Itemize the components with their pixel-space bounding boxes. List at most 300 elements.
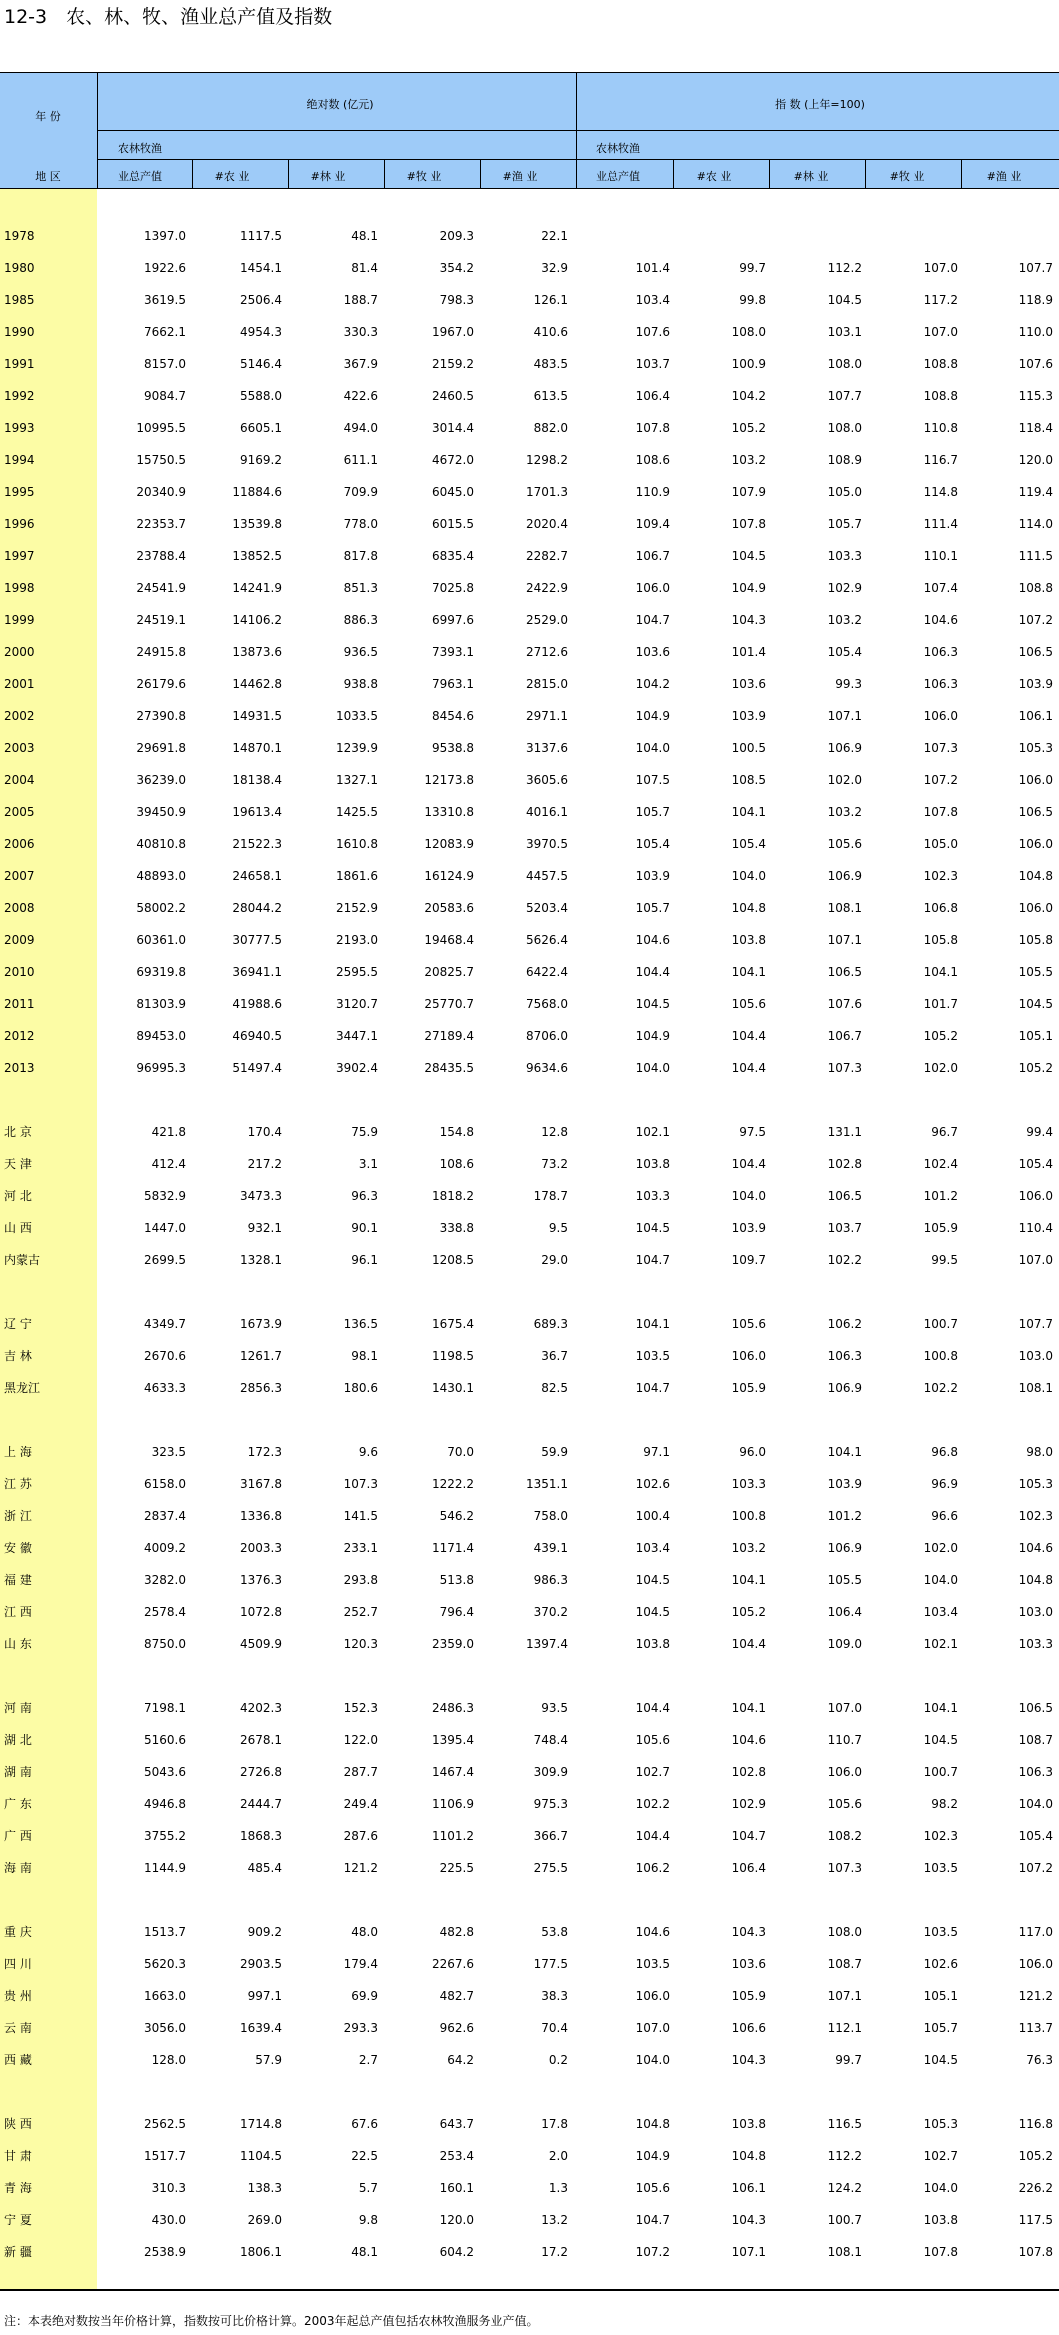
- idx-forestry-cell: 107.1: [827, 1989, 862, 2003]
- abs-agriculture-cell: 41988.6: [232, 997, 282, 1011]
- abs-agriculture-cell: 13873.6: [232, 645, 282, 659]
- idx-forestry-cell: 107.3: [827, 1061, 862, 1075]
- abs-agriculture-cell: 5146.4: [240, 357, 282, 371]
- abs-agriculture-cell: 2856.3: [240, 1381, 282, 1395]
- abs-agriculture-cell: 14870.1: [232, 741, 282, 755]
- idx-husbandry-cell: 102.3: [923, 1829, 958, 1843]
- region-label: 天 津: [4, 1157, 32, 1171]
- abs-fishery-cell: 38.3: [541, 1989, 568, 2003]
- abs-forestry-cell: 2.7: [358, 2053, 378, 2067]
- idx-agriculture-cell: 104.8: [731, 2149, 766, 2163]
- idx-total-cell: 104.7: [635, 1381, 670, 1395]
- abs-fishery-cell: 2.0: [548, 2149, 568, 2163]
- abs-fishery-cell: 1298.2: [526, 453, 568, 467]
- abs-husbandry-cell: 1467.4: [432, 1765, 474, 1779]
- abs-fishery-cell: 366.7: [533, 1829, 568, 1843]
- idx-total-cell: 108.6: [635, 453, 670, 467]
- idx-husbandry-cell: 105.7: [923, 2021, 958, 2035]
- region-label: 辽 宁: [4, 1317, 32, 1331]
- idx-agriculture-cell: 104.0: [731, 1189, 766, 1203]
- abs-agriculture-cell: 51497.4: [232, 1061, 282, 1075]
- abs-agriculture-cell: 6605.1: [240, 421, 282, 435]
- abs-agriculture-cell: 46940.5: [232, 1029, 282, 1043]
- idx-total-cell: 102.6: [635, 1477, 670, 1491]
- idx-agriculture-cell: 100.8: [731, 1509, 766, 1523]
- idx-forestry-cell: 108.9: [827, 453, 862, 467]
- abs-forestry-cell: 122.0: [343, 1733, 378, 1747]
- abs-forestry-cell: 817.8: [343, 549, 378, 563]
- idx-forestry-cell: 101.2: [827, 1509, 862, 1523]
- idx-fishery-cell: 105.4: [1018, 1157, 1053, 1171]
- abs-total-cell: 128.0: [151, 2053, 186, 2067]
- abs-agriculture-cell: 5588.0: [240, 389, 282, 403]
- abs-husbandry-cell: 12083.9: [424, 837, 474, 851]
- idx-agriculture-cell: 103.6: [731, 677, 766, 691]
- idx-fishery-cell: 103.9: [1018, 677, 1053, 691]
- year-label: 1985: [4, 293, 35, 307]
- abs-agriculture-cell: 138.3: [247, 2181, 282, 2195]
- abs-fishery-cell: 59.9: [541, 1445, 568, 1459]
- region-label: 陕 西: [4, 2117, 32, 2131]
- abs-forestry-cell: 3902.4: [336, 1061, 378, 1075]
- abs-husbandry-cell: 28435.5: [424, 1061, 474, 1075]
- abs-husbandry-cell: 6997.6: [432, 613, 474, 627]
- abs-forestry-cell: 330.3: [343, 325, 378, 339]
- idx-forestry-cell: 105.0: [827, 485, 862, 499]
- idx-forestry-cell: 107.6: [827, 997, 862, 1011]
- abs-forestry-cell: 9.8: [358, 2213, 378, 2227]
- year-label: 1996: [4, 517, 35, 531]
- idx-fishery-cell: 106.3: [1018, 1765, 1053, 1779]
- region-label: 江 西: [4, 1605, 32, 1619]
- abs-husbandry-cell: 6835.4: [432, 549, 474, 563]
- year-label: 2002: [4, 709, 35, 723]
- abs-husbandry-cell: 1818.2: [432, 1189, 474, 1203]
- abs-total-cell: 430.0: [151, 2213, 186, 2227]
- abs-agriculture-cell: 14106.2: [232, 613, 282, 627]
- abs-husbandry-cell: 482.8: [439, 1925, 474, 1939]
- abs-forestry-cell: 1239.9: [336, 741, 378, 755]
- abs-forestry-cell: 90.1: [351, 1221, 378, 1235]
- abs-forestry-cell: 2595.5: [336, 965, 378, 979]
- idx-total-cell: 107.5: [635, 773, 670, 787]
- idx-husbandry-cell: 105.0: [923, 837, 958, 851]
- idx-forestry-cell: 106.4: [827, 1605, 862, 1619]
- idx-fishery-cell: 106.5: [1018, 805, 1053, 819]
- idx-forestry-cell: 112.2: [827, 2149, 862, 2163]
- idx-total-cell: 104.0: [635, 741, 670, 755]
- abs-husbandry-cell: 1222.2: [432, 1477, 474, 1491]
- idx-agriculture-cell: 102.8: [731, 1765, 766, 1779]
- idx-forestry-cell: 108.7: [827, 1957, 862, 1971]
- idx-fishery-cell: 102.3: [1018, 1509, 1053, 1523]
- idx-agriculture-cell: 97.5: [739, 1125, 766, 1139]
- abs-agriculture-cell: 13852.5: [232, 549, 282, 563]
- abs-agriculture-cell: 485.4: [247, 1861, 282, 1875]
- idx-fishery-cell: 226.2: [1018, 2181, 1053, 2195]
- region-row: [0, 1116, 1059, 1148]
- idx-husbandry-cell: 105.8: [923, 933, 958, 947]
- idx-fishery-cell: 99.4: [1026, 1125, 1053, 1139]
- year-row: [0, 860, 1059, 892]
- abs-total-cell: 9084.7: [144, 389, 186, 403]
- abs-husbandry-cell: 8454.6: [432, 709, 474, 723]
- idx-husbandry-cell: 102.2: [923, 1381, 958, 1395]
- idx-agriculture-cell: 104.3: [731, 613, 766, 627]
- idx-total-cell: 104.1: [635, 1317, 670, 1331]
- header-divider: [961, 159, 962, 189]
- abs-total-cell: 1513.7: [144, 1925, 186, 1939]
- idx-forestry-cell: 124.2: [827, 2181, 862, 2195]
- abs-agriculture-cell: 1714.8: [240, 2117, 282, 2131]
- idx-forestry-cell: 112.1: [827, 2021, 862, 2035]
- abs-fishery-cell: 73.2: [541, 1157, 568, 1171]
- abs-agriculture-cell: 2678.1: [240, 1733, 282, 1747]
- idx-fishery-header: #渔 业: [986, 170, 1022, 183]
- idx-husbandry-cell: 100.7: [923, 1317, 958, 1331]
- abs-agriculture-cell: 4509.9: [240, 1637, 282, 1651]
- region-label: 广 东: [4, 1797, 32, 1811]
- abs-fishery-cell: 309.9: [533, 1765, 568, 1779]
- idx-agriculture-cell: 104.0: [731, 869, 766, 883]
- abs-fishery-cell: 2020.4: [526, 517, 568, 531]
- abs-fishery-cell: 178.7: [533, 1189, 568, 1203]
- abs-forestry-cell: 233.1: [343, 1541, 378, 1555]
- region-row: [0, 1788, 1059, 1820]
- idx-fishery-cell: 107.2: [1018, 613, 1053, 627]
- abs-fishery-cell: 1351.1: [526, 1477, 568, 1491]
- idx-total-cell: 104.6: [635, 933, 670, 947]
- idx-husbandry-cell: 104.1: [923, 1701, 958, 1715]
- abs-total-cell: 3619.5: [144, 293, 186, 307]
- idx-husbandry-cell: 106.8: [923, 901, 958, 915]
- region-row: [0, 1180, 1059, 1212]
- idx-total-cell: 102.7: [635, 1765, 670, 1779]
- region-label: 江 苏: [4, 1477, 32, 1491]
- abs-fishery-cell: 8706.0: [526, 1029, 568, 1043]
- idx-husbandry-header: #牧 业: [889, 170, 925, 183]
- idx-fishery-cell: 110.0: [1018, 325, 1053, 339]
- idx-fishery-cell: 108.1: [1018, 1381, 1053, 1395]
- idx-husbandry-cell: 104.5: [923, 2053, 958, 2067]
- abs-fishery-cell: 7568.0: [526, 997, 568, 1011]
- abs-total-cell: 2837.4: [144, 1509, 186, 1523]
- idx-agriculture-cell: 104.1: [731, 965, 766, 979]
- abs-husbandry-cell: 154.8: [439, 1125, 474, 1139]
- abs-fishery-cell: 6422.4: [526, 965, 568, 979]
- abs-total-cell: 15750.5: [136, 453, 186, 467]
- region-row: [0, 1596, 1059, 1628]
- idx-forestry-cell: 104.1: [827, 1445, 862, 1459]
- idx-total-cell: 105.7: [635, 901, 670, 915]
- idx-forestry-cell: 107.3: [827, 1861, 862, 1875]
- abs-husbandry-cell: 1171.4: [432, 1541, 474, 1555]
- abs-husbandry-cell: 70.0: [447, 1445, 474, 1459]
- year-label: 2010: [4, 965, 35, 979]
- year-row: [0, 988, 1059, 1020]
- idx-total-cell: 104.5: [635, 1221, 670, 1235]
- abs-husbandry-cell: 3014.4: [432, 421, 474, 435]
- idx-agriculture-cell: 102.9: [731, 1797, 766, 1811]
- year-label: 2001: [4, 677, 35, 691]
- idx-forestry-cell: 108.2: [827, 1829, 862, 1843]
- abs-forestry-cell: 1425.5: [336, 805, 378, 819]
- abs-fishery-cell: 93.5: [541, 1701, 568, 1715]
- year-row: [0, 668, 1059, 700]
- idx-total-cell: 107.0: [635, 2021, 670, 2035]
- idx-forestry-cell: 102.8: [827, 1157, 862, 1171]
- abs-fishery-cell: 275.5: [533, 1861, 568, 1875]
- idx-husbandry-cell: 107.0: [923, 325, 958, 339]
- idx-fishery-cell: 76.3: [1026, 2053, 1053, 2067]
- abs-agriculture-cell: 1376.3: [240, 1573, 282, 1587]
- year-row: [0, 604, 1059, 636]
- idx-forestry-cell: 106.9: [827, 1541, 862, 1555]
- abs-agriculture-cell: 1117.5: [240, 229, 282, 243]
- abs-forestry-cell: 249.4: [343, 1797, 378, 1811]
- region-row: [0, 1468, 1059, 1500]
- year-label: 1980: [4, 261, 35, 275]
- abs-husbandry-cell: 1395.4: [432, 1733, 474, 1747]
- abs-forestry-cell: 886.3: [343, 613, 378, 627]
- abs-fishery-cell: 2971.1: [526, 709, 568, 723]
- year-row: [0, 924, 1059, 956]
- abs-total-cell: 39450.9: [136, 805, 186, 819]
- idx-total-cell: 103.4: [635, 293, 670, 307]
- idx-forestry-cell: 107.1: [827, 933, 862, 947]
- idx-total-cell: 106.7: [635, 549, 670, 563]
- header-rule-lower: [97, 159, 1059, 160]
- abs-fishery-cell: 9.5: [548, 1221, 568, 1235]
- abs-agriculture-cell: 932.1: [247, 1221, 282, 1235]
- idx-total-cell: 107.8: [635, 421, 670, 435]
- idx-fishery-cell: 105.4: [1018, 1829, 1053, 1843]
- idx-total-cell: 110.9: [635, 485, 670, 499]
- idx-fishery-cell: 106.0: [1018, 837, 1053, 851]
- abs-agriculture-cell: 1104.5: [240, 2149, 282, 2163]
- abs-agriculture-cell: 14931.5: [232, 709, 282, 723]
- idx-forestry-cell: 107.7: [827, 389, 862, 403]
- region-label: 黑龙江: [4, 1381, 41, 1395]
- abs-agriculture-cell: 2506.4: [240, 293, 282, 307]
- region-row: [0, 1340, 1059, 1372]
- region-label: 新 疆: [4, 2245, 32, 2259]
- idx-fishery-cell: 105.8: [1018, 933, 1053, 947]
- abs-husbandry-cell: 338.8: [439, 1221, 474, 1235]
- abs-total-cell: 7198.1: [144, 1701, 186, 1715]
- year-row: [0, 412, 1059, 444]
- abs-total-cell: 5832.9: [144, 1189, 186, 1203]
- idx-agriculture-cell: 106.6: [731, 2021, 766, 2035]
- region-label: 山 东: [4, 1637, 32, 1651]
- abs-agriculture-cell: 4954.3: [240, 325, 282, 339]
- idx-fishery-cell: 118.9: [1018, 293, 1053, 307]
- abs-forestry-cell: 422.6: [343, 389, 378, 403]
- idx-fishery-cell: 107.2: [1018, 1861, 1053, 1875]
- idx-forestry-cell: 102.0: [827, 773, 862, 787]
- idx-agriculture-cell: 103.6: [731, 1957, 766, 1971]
- year-row: [0, 732, 1059, 764]
- abs-total-cell: 60361.0: [136, 933, 186, 947]
- abs-agriculture-cell: 11884.6: [232, 485, 282, 499]
- abs-fishery-cell: 1701.3: [526, 485, 568, 499]
- idx-total-cell: 106.0: [635, 581, 670, 595]
- idx-husbandry-cell: 102.3: [923, 869, 958, 883]
- abs-fishery-cell: 2815.0: [526, 677, 568, 691]
- year-row: [0, 828, 1059, 860]
- region-row: [0, 1756, 1059, 1788]
- abs-total-cell: 24541.9: [136, 581, 186, 595]
- abs-total-cell: 7662.1: [144, 325, 186, 339]
- table-note: 注：本表绝对数按当年价格计算，指数按可比价格计算。2003年起总产值包括农林牧渔服务业产值。: [4, 2314, 539, 2328]
- idx-husbandry-cell: 107.2: [923, 773, 958, 787]
- header-rule-upper: [97, 130, 1059, 131]
- idx-husbandry-cell: 104.0: [923, 1573, 958, 1587]
- idx-total-cell: 103.8: [635, 1637, 670, 1651]
- region-row: [0, 1564, 1059, 1596]
- abs-total-cell: 4633.3: [144, 1381, 186, 1395]
- abs-fishery-cell: 613.5: [533, 389, 568, 403]
- header-divider: [288, 159, 289, 189]
- abs-total-cell: 24915.8: [136, 645, 186, 659]
- year-label: 1993: [4, 421, 35, 435]
- abs-total-cell: 3056.0: [144, 2021, 186, 2035]
- idx-total-cell: 106.0: [635, 1989, 670, 2003]
- abs-agriculture-cell: 1328.1: [240, 1253, 282, 1267]
- idx-husbandry-cell: 103.8: [923, 2213, 958, 2227]
- abs-fishery-cell: 410.6: [533, 325, 568, 339]
- idx-agriculture-cell: 104.9: [731, 581, 766, 595]
- abs-total-cell: 310.3: [151, 2181, 186, 2195]
- abs-total-cell: 2538.9: [144, 2245, 186, 2259]
- abs-forestry-cell: 3447.1: [336, 1029, 378, 1043]
- idx-forestry-cell: 107.0: [827, 1701, 862, 1715]
- idx-total-cell: 105.4: [635, 837, 670, 851]
- abs-agriculture-cell: 18138.4: [232, 773, 282, 787]
- region-row: [0, 1436, 1059, 1468]
- abs-agriculture-cell: 3473.3: [240, 1189, 282, 1203]
- abs-total-cell: 421.8: [151, 1125, 186, 1139]
- abs-total-cell: 48893.0: [136, 869, 186, 883]
- abs-forestry-cell: 98.1: [351, 1349, 378, 1363]
- idx-forestry-cell: 108.0: [827, 1925, 862, 1939]
- idx-fishery-cell: 119.4: [1018, 485, 1053, 499]
- idx-husbandry-cell: 105.9: [923, 1221, 958, 1235]
- region-row: [0, 1532, 1059, 1564]
- idx-husbandry-cell: 107.8: [923, 805, 958, 819]
- idx-agriculture-cell: 104.2: [731, 389, 766, 403]
- abs-fishery-header: #渔 业: [502, 170, 538, 183]
- abs-agriculture-cell: 2726.8: [240, 1765, 282, 1779]
- idx-agriculture-cell: 105.4: [731, 837, 766, 851]
- abs-agriculture-cell: 1806.1: [240, 2245, 282, 2259]
- idx-agriculture-cell: 107.1: [731, 2245, 766, 2259]
- abs-forestry-cell: 22.5: [351, 2149, 378, 2163]
- abs-husbandry-cell: 1430.1: [432, 1381, 474, 1395]
- idx-husbandry-cell: 104.0: [923, 2181, 958, 2195]
- region-row: [0, 1244, 1059, 1276]
- abs-agriculture-cell: 21522.3: [232, 837, 282, 851]
- idx-agriculture-cell: 103.8: [731, 2117, 766, 2131]
- abs-total-cell: 22353.7: [136, 517, 186, 531]
- idx-husbandry-cell: 101.7: [923, 997, 958, 1011]
- region-label: 重 庆: [4, 1925, 32, 1939]
- header-divider: [865, 159, 866, 189]
- idx-total-cell: 105.6: [635, 2181, 670, 2195]
- abs-husbandry-cell: 27189.4: [424, 1029, 474, 1043]
- year-row: [0, 284, 1059, 316]
- abs-agriculture-cell: 909.2: [247, 1925, 282, 1939]
- abs-total-cell: 4349.7: [144, 1317, 186, 1331]
- year-label: 1995: [4, 485, 35, 499]
- idx-fishery-cell: 104.8: [1018, 1573, 1053, 1587]
- idx-husbandry-cell: 102.6: [923, 1957, 958, 1971]
- abs-agriculture-cell: 2903.5: [240, 1957, 282, 1971]
- idx-husbandry-cell: 105.3: [923, 2117, 958, 2131]
- abs-fishery-cell: 70.4: [541, 2021, 568, 2035]
- year-label: 1997: [4, 549, 35, 563]
- idx-forestry-cell: 106.2: [827, 1317, 862, 1331]
- idx-husbandry-cell: 105.2: [923, 1029, 958, 1043]
- idx-forestry-cell: 106.0: [827, 1765, 862, 1779]
- idx-agriculture-cell: 99.8: [739, 293, 766, 307]
- abs-forestry-cell: 5.7: [358, 2181, 378, 2195]
- abs-forestry-cell: 2193.0: [336, 933, 378, 947]
- year-label: 2009: [4, 933, 35, 947]
- abs-total-cell: 29691.8: [136, 741, 186, 755]
- idx-forestry-cell: 108.1: [827, 901, 862, 915]
- idx-fishery-cell: 107.8: [1018, 2245, 1053, 2259]
- idx-husbandry-cell: 110.1: [923, 549, 958, 563]
- abs-forestry-cell: 136.5: [343, 1317, 378, 1331]
- idx-fishery-cell: 106.0: [1018, 1957, 1053, 1971]
- abs-total-cell: 69319.8: [136, 965, 186, 979]
- idx-husbandry-cell: 102.4: [923, 1157, 958, 1171]
- region-row: [0, 1628, 1059, 1660]
- abs-forestry-cell: 851.3: [343, 581, 378, 595]
- abs-agriculture-cell: 1673.9: [240, 1317, 282, 1331]
- abs-fishery-cell: 177.5: [533, 1957, 568, 1971]
- idx-husbandry-cell: 106.0: [923, 709, 958, 723]
- abs-agriculture-cell: 217.2: [247, 1157, 282, 1171]
- region-label: 上 海: [4, 1445, 32, 1459]
- abs-forestry-cell: 152.3: [343, 1701, 378, 1715]
- idx-fishery-cell: 106.1: [1018, 709, 1053, 723]
- abs-fishery-cell: 22.1: [541, 229, 568, 243]
- abs-agriculture-cell: 997.1: [247, 1989, 282, 2003]
- idx-fishery-cell: 117.5: [1018, 2213, 1053, 2227]
- idx-forestry-cell: 105.6: [827, 837, 862, 851]
- idx-agriculture-cell: 106.4: [731, 1861, 766, 1875]
- abs-husbandry-cell: 20583.6: [424, 901, 474, 915]
- abs-forestry-cell: 75.9: [351, 1125, 378, 1139]
- abs-total-cell: 58002.2: [136, 901, 186, 915]
- abs-forestry-cell: 107.3: [343, 1477, 378, 1491]
- abs-husbandry-cell: 2460.5: [432, 389, 474, 403]
- abs-total-cell: 4946.8: [144, 1797, 186, 1811]
- idx-forestry-cell: 106.5: [827, 1189, 862, 1203]
- idx-husbandry-cell: 108.8: [923, 389, 958, 403]
- idx-husbandry-cell: 105.1: [923, 1989, 958, 2003]
- idx-fishery-cell: 108.8: [1018, 581, 1053, 595]
- idx-agriculture-cell: 104.4: [731, 1029, 766, 1043]
- idx-agriculture-cell: 104.1: [731, 805, 766, 819]
- idx-husbandry-cell: 106.3: [923, 677, 958, 691]
- idx-total-cell: 103.5: [635, 1349, 670, 1363]
- abs-agriculture-cell: 36941.1: [232, 965, 282, 979]
- idx-forestry-cell: 102.2: [827, 1253, 862, 1267]
- idx-agriculture-cell: 104.3: [731, 2213, 766, 2227]
